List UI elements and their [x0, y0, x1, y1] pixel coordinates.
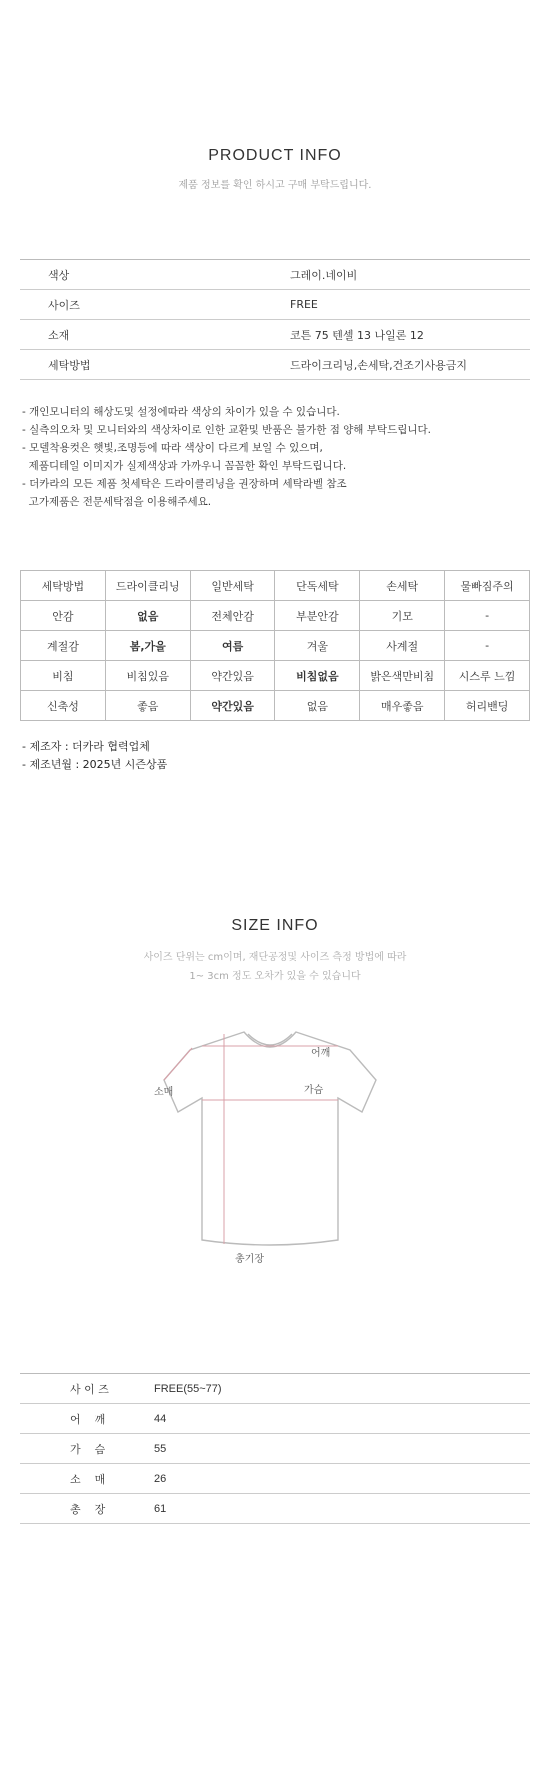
grid-cell: 드라이클리닝 — [105, 571, 190, 601]
size-value: 26 — [154, 1472, 167, 1485]
grid-cell: 단독세탁 — [275, 571, 360, 601]
grid-cell: 안감 — [21, 601, 106, 631]
size-info-subtitle-2: 1~ 3cm 정도 오차가 있을 수 있습니다 — [189, 971, 361, 982]
grid-row-stretch — [21, 691, 530, 721]
grid-cell: 사계절 — [360, 631, 445, 661]
grid-cell: 없음 — [275, 691, 360, 721]
grid-cell-selected: 약간있음 — [190, 691, 275, 721]
grid-row-season — [21, 631, 530, 661]
care-grid — [20, 570, 530, 721]
size-info-title: SIZE INFO — [231, 917, 319, 934]
grid-cell: 기모 — [360, 601, 445, 631]
sleeve-measure-line — [164, 1048, 192, 1080]
product-info-subtitle: 제품 정보를 확인 하시고 구매 부탁드립니다. — [178, 180, 372, 191]
grid-cell: 계절감 — [21, 631, 106, 661]
note-line: 고가제품은 전문세탁점을 이용해주세요. — [22, 496, 212, 508]
note-line: - 실측의오차 및 모니터와의 색상차이로 인한 교환및 반품은 불가한 점 양해 부탁드립니다. — [22, 424, 431, 436]
info-label: 소재 — [48, 328, 70, 342]
size-value: 55 — [154, 1442, 167, 1455]
length-label: 총기장 — [235, 1254, 264, 1265]
size-label: 소 매 — [70, 1472, 106, 1486]
grid-cell: 신축성 — [21, 691, 106, 721]
size-row — [20, 1434, 530, 1464]
size-value: 44 — [154, 1412, 167, 1425]
grid-cell: - — [445, 631, 530, 661]
info-label: 세탁방법 — [48, 358, 91, 372]
maker-line: - 제조년월 : 2025년 시즌상품 — [22, 758, 168, 771]
grid-cell: - — [445, 601, 530, 631]
shoulder-label: 어깨 — [311, 1048, 331, 1059]
size-value: 61 — [154, 1502, 167, 1515]
grid-cell-selected: 여름 — [190, 631, 275, 661]
size-info-subtitle-1: 사이즈 단위는 cm이며, 재단공정및 사이즈 측정 방법에 따라 — [143, 952, 407, 963]
maker-line: - 제조자 : 더카라 협력업체 — [22, 740, 150, 753]
grid-cell: 겨울 — [275, 631, 360, 661]
tshirt-diagram — [140, 1020, 400, 1270]
size-value: FREE(55~77) — [154, 1382, 222, 1395]
size-row — [20, 1494, 530, 1524]
size-row — [20, 1374, 530, 1404]
grid-cell: 비침있음 — [105, 661, 190, 691]
note-line: 제품디테일 이미지가 실제색상과 가까우니 꼼꼼한 확인 부탁드립니다. — [22, 460, 347, 472]
product-info-title: PRODUCT INFO — [208, 147, 342, 164]
grid-cell-selected: 봄,가을 — [105, 631, 190, 661]
note-line: - 더카라의 모든 제품 첫세탁은 드라이클리닝을 권장하며 세탁라벨 참조 — [22, 478, 347, 490]
info-value: 드라이크리닝,손세탁,건조기사용금지 — [290, 358, 468, 372]
tshirt-outline — [164, 1032, 376, 1245]
sleeve-label: 소매 — [154, 1087, 174, 1098]
grid-cell: 밝은색만비침 — [360, 661, 445, 691]
info-label: 사이즈 — [48, 298, 80, 312]
grid-cell: 부분안감 — [275, 601, 360, 631]
grid-cell: 약간있음 — [190, 661, 275, 691]
grid-cell: 매우좋음 — [360, 691, 445, 721]
grid-cell: 시스루 느낌 — [445, 661, 530, 691]
info-value: 코튼 75 텐셀 13 나일론 12 — [290, 328, 424, 342]
size-label: 총 장 — [70, 1502, 106, 1516]
grid-cell: 일반세탁 — [190, 571, 275, 601]
size-row — [20, 1464, 530, 1494]
grid-cell: 손세탁 — [360, 571, 445, 601]
size-label: 어 깨 — [70, 1412, 106, 1426]
info-row-color — [20, 260, 530, 290]
info-label: 색상 — [48, 268, 70, 282]
grid-row-lining — [21, 601, 530, 631]
grid-row-washing — [21, 571, 530, 601]
info-row-size — [20, 290, 530, 320]
grid-cell: 허리밴딩 — [445, 691, 530, 721]
product-info-table — [20, 259, 530, 380]
maker-block — [22, 738, 167, 774]
size-table — [20, 1373, 530, 1524]
info-row-washing — [20, 350, 530, 380]
grid-cell: 좋음 — [105, 691, 190, 721]
chest-label: 가슴 — [304, 1085, 324, 1096]
note-line: - 모델착용컷은 햇빛,조명등에 따라 색상이 다르게 보일 수 있으며, — [22, 442, 323, 454]
size-label: 가 슴 — [70, 1442, 106, 1456]
note-line: - 개인모니터의 해상도및 설정에따라 색상의 차이가 있을 수 있습니다. — [22, 406, 340, 418]
grid-cell-selected: 비침없음 — [275, 661, 360, 691]
grid-cell: 비침 — [21, 661, 106, 691]
info-value: FREE — [290, 298, 318, 311]
info-row-material — [20, 320, 530, 350]
info-value: 그레이.네이비 — [290, 268, 358, 282]
grid-cell: 세탁방법 — [21, 571, 106, 601]
grid-row-sheer — [21, 661, 530, 691]
size-row — [20, 1404, 530, 1434]
grid-cell: 전체안감 — [190, 601, 275, 631]
size-label: 사 이 즈 — [70, 1382, 109, 1396]
notes-block — [22, 403, 532, 511]
grid-cell: 물빠짐주의 — [445, 571, 530, 601]
grid-cell-selected: 없음 — [105, 601, 190, 631]
